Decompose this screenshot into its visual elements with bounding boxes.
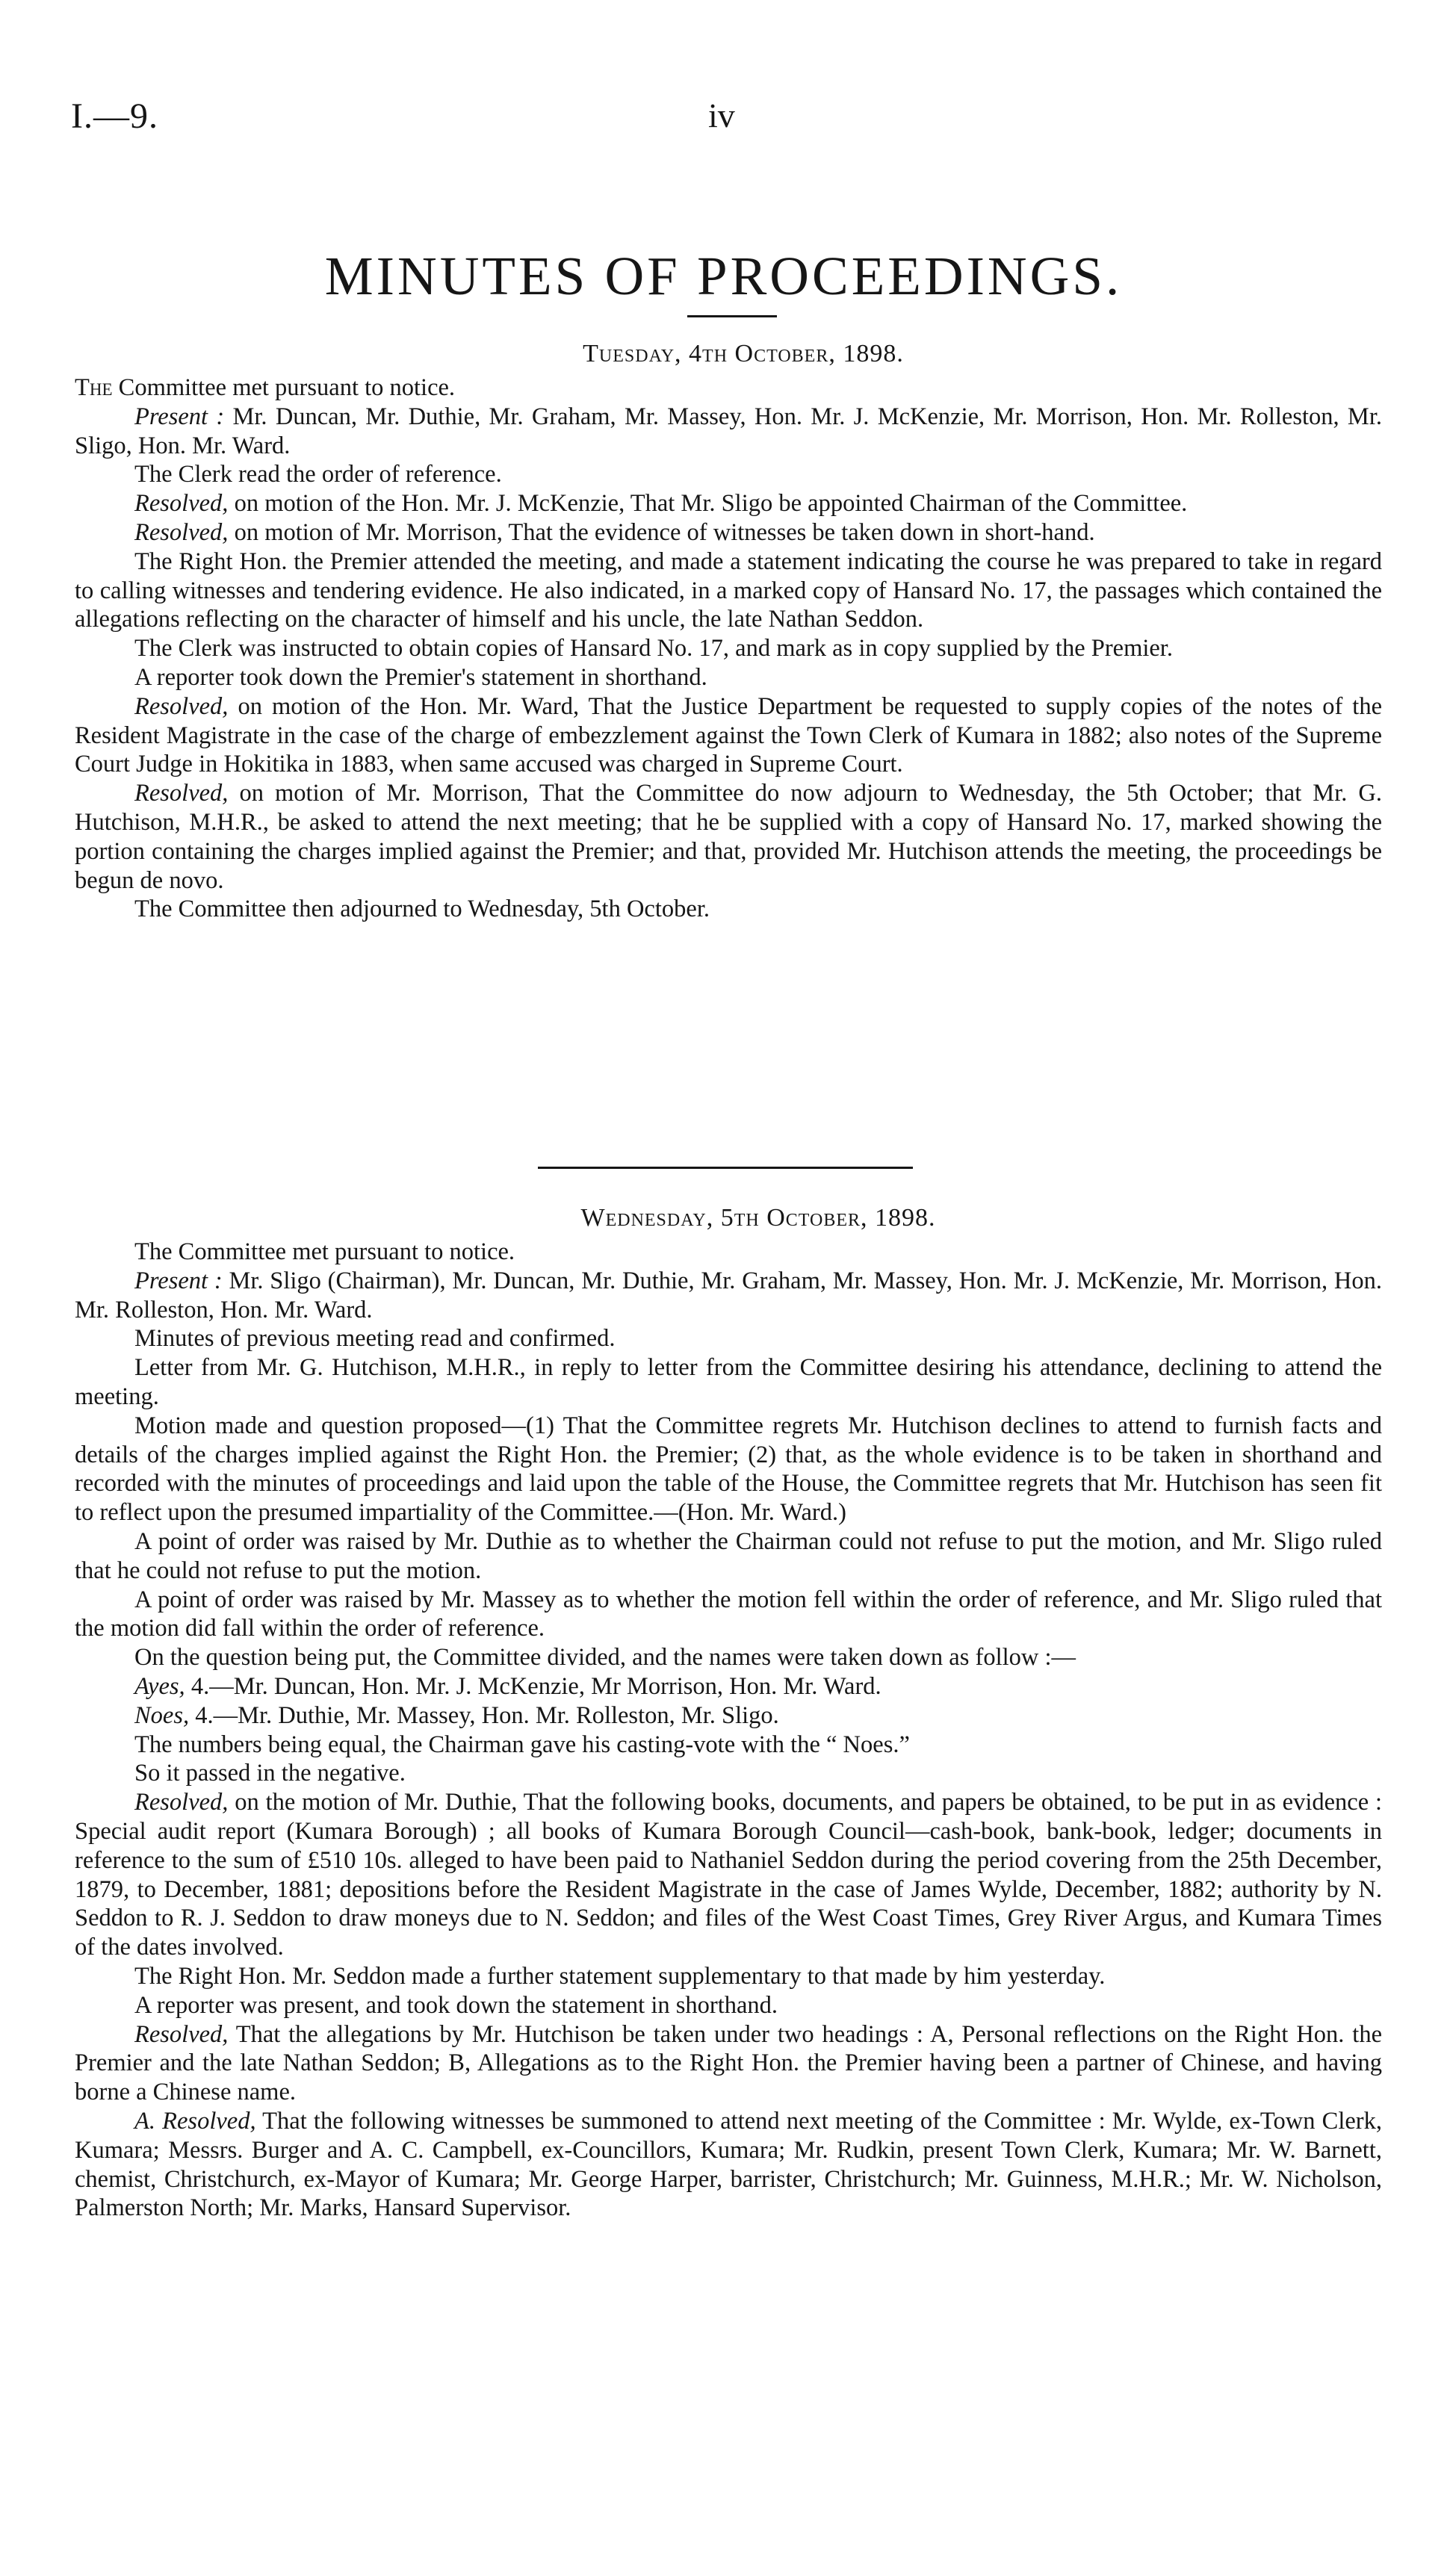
division-noes: Noes, 4.—Mr. Duthie, Mr. Massey, Hon. Mr. Rolleston, Mr. Sligo.	[134, 1701, 779, 1729]
paragraph: Resolved, on motion of Mr. Morrison, That the Committee do now adjourn to Wednesday, the 5th October; that Mr. G. Hutchison, M.H.R., be asked to attend the next meeting; that he be supplied with a copy of Hansard No. 17, marked showing the portion containing the charges implied against the Premier; and that, provided Mr. Hutchison attends the meeting, the proceedings be begun de novo.	[75, 780, 1382, 894]
sitting-date: Tuesday, 4th October, 1898.	[583, 340, 904, 367]
paragraph: The numbers being equal, the Chairman gave his casting-vote with the “ Noes.”	[134, 1731, 910, 1758]
sitting-date: Wednesday, 5th October, 1898.	[580, 1204, 936, 1232]
paragraph: Resolved, on motion of Mr. Morrison, That the evidence of witnesses be taken down in short-hand.	[134, 518, 1095, 546]
paragraph: Resolved, on motion of the Hon. Mr. Ward, That the Justice Department be requested to supply copies of the notes of the Resident Magistrate in the case of the charge of embezzlement against the Town Clerk of Kumara in 1882; also notes of the Supreme Court Judge in Hokitika in 1883, when same accused was charged in Supreme Court.	[75, 692, 1382, 778]
paragraph: The Right Hon. Mr. Seddon made a further statement supplementary to that made by him yesterday.	[134, 1962, 1106, 1990]
paragraph: The Committee met pursuant to notice.	[134, 1238, 515, 1265]
paragraph: The Clerk was instructed to obtain copies of Hansard No. 17, and mark as in copy supplied by the Premier.	[134, 635, 1173, 662]
paragraph: Letter from Mr. G. Hutchison, M.H.R., in reply to letter from the Committee desiring his attendance, declining to attend the meeting.	[75, 1354, 1382, 1410]
paragraph: Present : Mr. Sligo (Chairman), Mr. Duncan, Mr. Duthie, Mr. Graham, Mr. Massey, Hon. Mr. J. McKenzie, Mr. Morrison, Hon. Mr. Rolleston, Hon. Mr. Ward.	[75, 1267, 1382, 1323]
page-title: MINUTES OF PROCEEDINGS.	[324, 246, 1123, 306]
paragraph: Motion made and question proposed—(1) That the Committee regrets Mr. Hutchison declines to attend to furnish facts and details of the charges implied against the Right Hon. the Premier; (2) that, as the whole evidence is to be taken in shorthand and recorded with the minutes of proceedings and laid upon the table of the House, the Committee regrets that Mr. Hutchison has seen fit to reflect upon the presumed impartiality of the Committee.—(Hon. Mr. Ward.)	[75, 1412, 1382, 1527]
sitting-tuesday	[75, 336, 1382, 924]
paragraph: A reporter took down the Premier's statement in shorthand.	[134, 663, 707, 691]
paragraph: Present : Mr. Duncan, Mr. Duthie, Mr. Graham, Mr. Massey, Hon. Mr. J. McKenzie, Mr. Morrison, Hon. Mr. Rolleston, Mr. Sligo, Hon. Mr. Ward.	[75, 403, 1382, 459]
paper-reference: I.—9.	[71, 96, 158, 136]
title-rule	[687, 315, 777, 317]
paragraph: A point of order was raised by Mr. Massey as to whether the motion fell within the order of reference, and Mr. Sligo ruled that the motion did fall within the order of reference.	[75, 1586, 1382, 1642]
division-ayes: Ayes, 4.—Mr. Duncan, Hon. Mr. J. McKenzie, Mr Morrison, Hon. Mr. Ward.	[134, 1672, 881, 1700]
paragraph: The Committee met pursuant to notice.	[75, 374, 456, 401]
paragraph: Minutes of previous meeting read and confirmed.	[134, 1325, 616, 1353]
paragraph: A. Resolved, That the following witnesses be summoned to attend next meeting of the Committee : Mr. Wylde, ex-Town Clerk, Kumara; Messrs. Burger and A. C. Campbell, ex-Councillors, Kumara; Mr. Rudkin, present Town Clerk, Kumara; Mr. W. Barnett, chemist, Christchurch, ex-Mayor of Kumara; Mr. George Harper, barrister, Christchurch; Mr. Guinness, M.H.R.; Mr. W. Nicholson, Palmerston North; Mr. Marks, Hansard Supervisor.	[75, 2107, 1382, 2222]
paragraph: Resolved, on motion of the Hon. Mr. J. McKenzie, That Mr. Sligo be appointed Chairman of the Committee.	[134, 490, 1188, 518]
sitting-wednesday	[75, 1200, 1382, 2223]
paragraph: Resolved, on the motion of Mr. Duthie, That the following books, documents, and papers be obtained, to be put in as evidence : Special audit report (Kumara Borough) ; all books of Kumara Borough Council—cash-book, bank-book, ledger; documents in reference to the sum of £510 10s. alleged to have been paid to Nathaniel Seddon during the period covering from the 25th December, 1879, to December, 1881; depositions before the Resident Magistrate in the case of James Wylde, December, 1882; authority by N. Seddon to R. J. Seddon to draw moneys due to N. Seddon; and files of the West Coast Times, Grey River Argus, and Kumara Times of the dates involved.	[75, 1789, 1382, 1961]
paragraph: So it passed in the negative.	[134, 1760, 406, 1787]
section-divider	[538, 1167, 913, 1169]
page-number: iv	[708, 96, 735, 134]
paragraph: The Right Hon. the Premier attended the meeting, and made a statement indicating the course he was prepared to take in regard to calling witnesses and tendering evidence. He also indicated, in a marked copy of Hansard No. 17, the passages which contained the allegations reflecting on the character of himself and his uncle, the late Nathan Seddon.	[75, 547, 1382, 633]
paragraph: The Clerk read the order of reference.	[134, 461, 502, 488]
paragraph: Resolved, That the allegations by Mr. Hutchison be taken under two headings : A, Personal reflections on the Right Hon. the Premier and the late Nathan Seddon; B, Allegations as to the Right Hon. the Premier having been a partner of Chinese, and having borne a Chinese name.	[75, 2020, 1382, 2106]
paragraph: The Committee then adjourned to Wednesday, 5th October.	[134, 896, 710, 923]
paragraph: A reporter was present, and took down the statement in shorthand.	[134, 1991, 778, 2019]
paragraph: On the question being put, the Committee divided, and the names were taken down as follow :—	[134, 1644, 1076, 1672]
paragraph: A point of order was raised by Mr. Duthie as to whether the Chairman could not refuse to put the motion, and Mr. Sligo ruled that he could not refuse to put the motion.	[75, 1527, 1382, 1584]
